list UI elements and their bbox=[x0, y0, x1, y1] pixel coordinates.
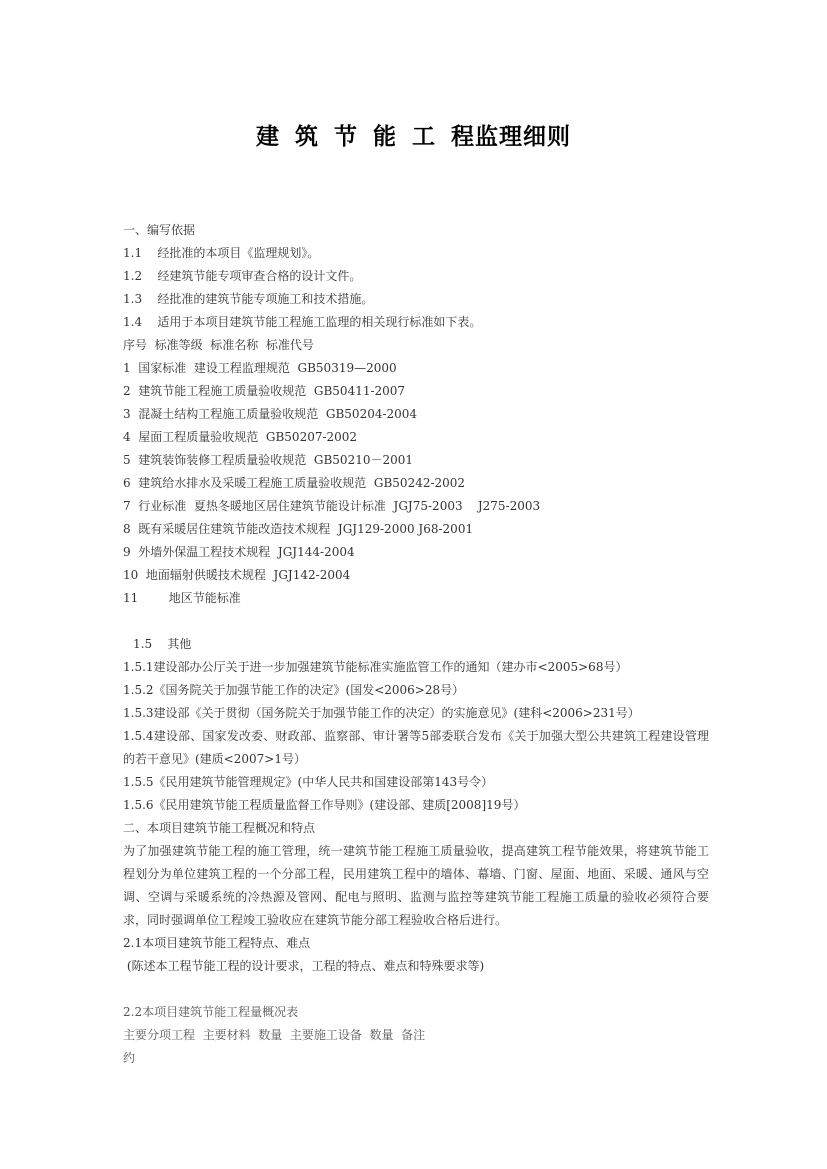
subsection-2-1-note: (陈述本工程节能工程的设计要求，工程的特点、难点和特殊要求等) bbox=[123, 959, 485, 973]
standard-row: 7 行业标准 夏热冬暖地区居住建筑节能设计标准 JGJ75-2003 J275-2003 bbox=[123, 499, 541, 513]
standard-row: 4 屋面工程质量验收规范 GB50207-2002 bbox=[123, 430, 358, 444]
other-item-1-5-5: 1.5.5《民用建筑节能管理规定》(中华人民共和国建设部第143号令） bbox=[123, 775, 494, 789]
quantity-table-fragment: 约 bbox=[123, 1051, 136, 1065]
standard-row: 8 既有采暖居住建筑节能改造技术规程 JGJ129-2000 J68-2001 bbox=[123, 522, 474, 536]
other-item-1-5-2: 1.5.2《国务院关于加强节能工作的决定》(国发<2006>28号） bbox=[123, 683, 465, 697]
standard-row: 9 外墙外保温工程技术规程 JGJ144-2004 bbox=[123, 545, 355, 559]
section-1-heading: 一、编写依据 bbox=[123, 223, 196, 237]
other-item-1-5-1: 1.5.1建设部办公厅关于进一步加强建筑节能标准实施监管工作的通知（建办市<2005>68号） bbox=[123, 660, 628, 674]
standards-table-header: 序号 标准等级 标准名称 标准代号 bbox=[123, 338, 314, 352]
spacer bbox=[123, 978, 709, 1001]
basis-item-1-4: 1.4 适用于本项目建筑节能工程施工监理的相关现行标准如下表。 bbox=[123, 315, 482, 329]
subsection-2-1-heading: 2.1本项目建筑节能工程特点、难点 bbox=[123, 936, 311, 950]
document-body bbox=[123, 219, 709, 1070]
basis-item-1-2: 1.2 经建筑节能专项审查合格的设计文件。 bbox=[123, 269, 362, 283]
other-item-1-5-6: 1.5.6《民用建筑节能工程质量监督工作导则》(建设部、建质[2008]19号） bbox=[123, 798, 526, 812]
standard-row: 1 国家标准 建设工程监理规范 GB50319—2000 bbox=[123, 361, 397, 375]
standard-row: 2 建筑节能工程施工质量验收规范 GB50411-2007 bbox=[123, 384, 406, 398]
standard-row: 10 地面辐射供暖技术规程 JGJ142-2004 bbox=[123, 568, 351, 582]
spacer bbox=[123, 610, 709, 633]
section-2-heading: 二、本项目建筑节能工程概况和特点 bbox=[123, 821, 316, 835]
other-heading: 1.5 其他 bbox=[133, 637, 192, 651]
subsection-2-2-heading: 2.2本项目建筑节能工程量概况表 bbox=[123, 1005, 299, 1019]
basis-item-1-1: 1.1 经批准的本项目《监理规划》。 bbox=[123, 246, 320, 260]
standard-row: 11 地区节能标准 bbox=[123, 591, 241, 605]
other-item-1-5-4: 1.5.4建设部、国家发改委、财政部、监察部、审计署等5部委联合发布《关于加强大型公共建筑工程建设管理的若干意见》(建质<2007>1号） bbox=[123, 729, 709, 766]
quantity-table-header: 主要分项工程 主要材料 数量 主要施工设备 数量 备注 bbox=[123, 1028, 426, 1042]
page-title-part-rest: 程监理细则 bbox=[451, 123, 571, 150]
basis-item-1-3: 1.3 经批准的建筑节能专项施工和技术措施。 bbox=[123, 292, 374, 306]
page-title bbox=[0, 118, 827, 151]
section-2-paragraph: 为了加强建筑节能工程的施工管理，统一建筑节能工程施工质量验收，提高建筑工程节能效果，将建筑节能工程划分为单位建筑工程的一个分部工程，民用建筑工程中的墙体、幕墙、门窗、屋面、地面、采暖、通风与空调、空调与采暖系统的冷热源及管网、配电与照明、监测与监控等建筑节能工程施工质量的验收必须符合要求，同时强调单位工程竣工验收应在建筑节能分部工程验收合格后进行。 bbox=[123, 844, 709, 927]
standard-row: 5 建筑装饰装修工程质量验收规范 GB50210－2001 bbox=[123, 453, 414, 467]
page-title-part-spaced: 建筑节能工 bbox=[256, 123, 451, 150]
other-item-1-5-3: 1.5.3建设部《关于贯彻（国务院关于加强节能工作的决定）的实施意见》(建科<2006>231号） bbox=[123, 706, 640, 720]
standard-row: 3 混凝土结构工程施工质量验收规范 GB50204-2004 bbox=[123, 407, 418, 421]
standard-row: 6 建筑给水排水及采暖工程施工质量验收规范 GB50242-2002 bbox=[123, 476, 466, 490]
